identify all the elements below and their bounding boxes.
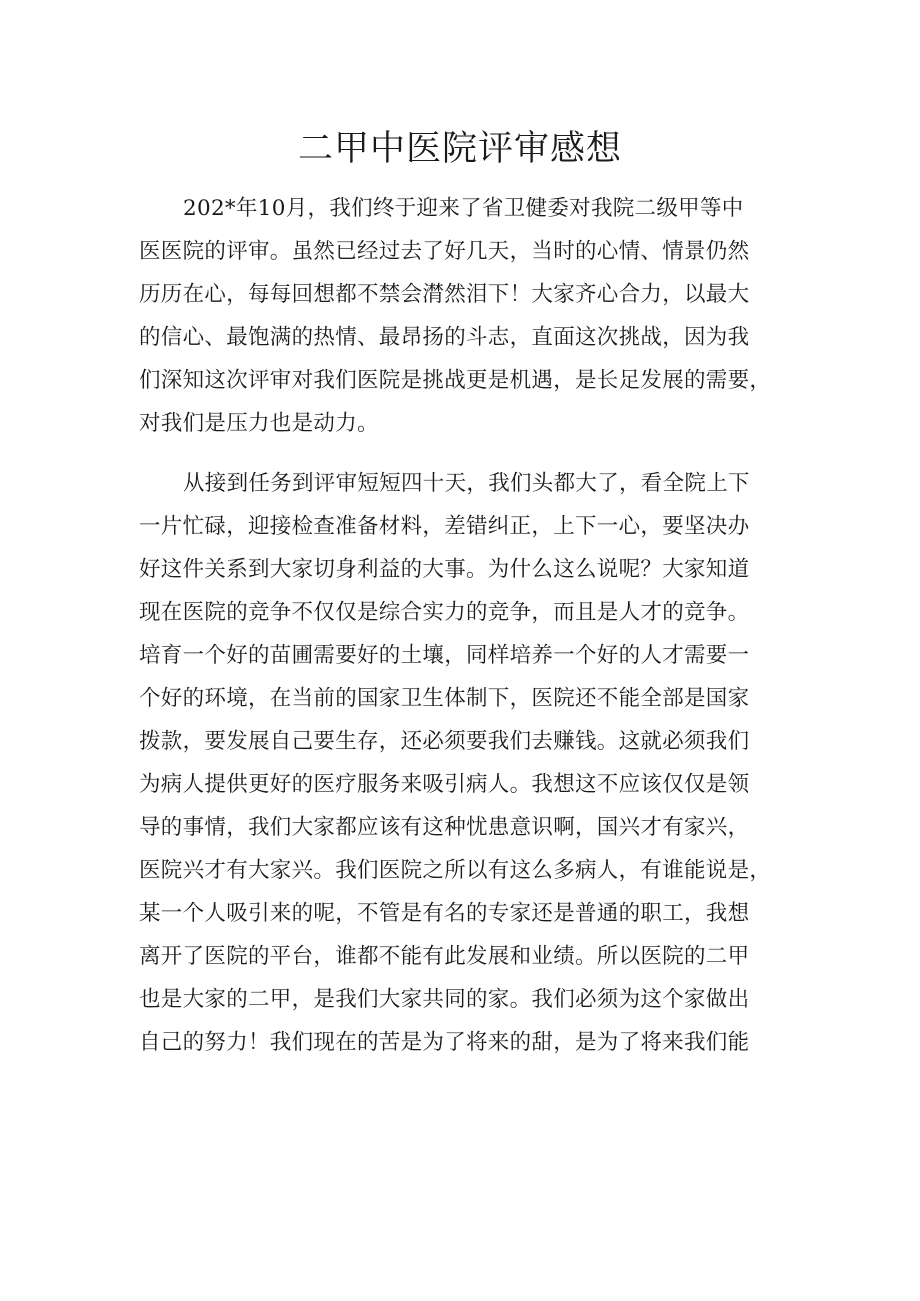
paragraph-line: 医医院的评审。虽然已经过去了好几天，当时的心情、情景仍然 (139, 239, 750, 264)
paragraph-2 (139, 462, 782, 1064)
paragraph-line: 培育一个好的苗圃需要好的土壤，同样培养一个好的人才需要一 (139, 643, 750, 668)
paragraph-line: 离开了医院的平台，谁都不能有此发展和业绩。所以医院的二甲 (139, 944, 750, 969)
paragraph-line: 拨款，要发展自己要生存，还必须要我们去赚钱。这就必须我们 (139, 729, 750, 754)
paragraph-line: 为病人提供更好的医疗服务来吸引病人。我想这不应该仅仅是领 (139, 772, 750, 797)
paragraph-line: 个好的环境，在当前的国家卫生体制下，医院还不能全部是国家 (139, 686, 750, 711)
paragraph-line: 自己的努力！我们现在的苦是为了将来的甜，是为了将来我们能 (139, 1030, 750, 1055)
paragraph-line: 好这件关系到大家切身利益的大事。为什么这么说呢？大家知道 (139, 557, 750, 582)
paragraph-line: 现在医院的竞争不仅仅是综合实力的竞争，而且是人才的竞争。 (139, 600, 750, 625)
paragraph-line: 对我们是压力也是动力。 (139, 411, 379, 436)
document-body (139, 187, 782, 1064)
document-title: 二甲中医院评审感想 (297, 129, 622, 169)
paragraph-line: 历历在心，每每回想都不禁会潸然泪下！大家齐心合力，以最大 (139, 282, 750, 307)
paragraph-line: 导的事情，我们大家都应该有这种忧患意识啊，国兴才有家兴， (139, 815, 750, 840)
paragraph-line: 从接到任务到评审短短四十天，我们头都大了，看全院上下 (183, 471, 750, 496)
paragraph-line: 也是大家的二甲，是我们大家共同的家。我们必须为这个家做出 (139, 987, 750, 1012)
paragraph-line: 们深知这次评审对我们医院是挑战更是机遇，是长足发展的需要， (139, 368, 772, 393)
paragraph-line: 某一个人吸引来的呢，不管是有名的专家还是普通的职工，我想 (139, 901, 750, 926)
paragraph-line: 的信心、最饱满的热情、最昂扬的斗志，直面这次挑战，因为我 (139, 325, 750, 350)
paragraph-line: 202*年10月，我们终于迎来了省卫健委对我院二级甲等中 (183, 196, 744, 221)
paragraph-1 (139, 187, 782, 445)
paragraph-line: 医院兴才有大家兴。我们医院之所以有这么多病人，有谁能说是， (139, 858, 772, 883)
paragraph-line: 一片忙碌，迎接检查准备材料，差错纠正，上下一心，要坚决办 (139, 514, 750, 539)
